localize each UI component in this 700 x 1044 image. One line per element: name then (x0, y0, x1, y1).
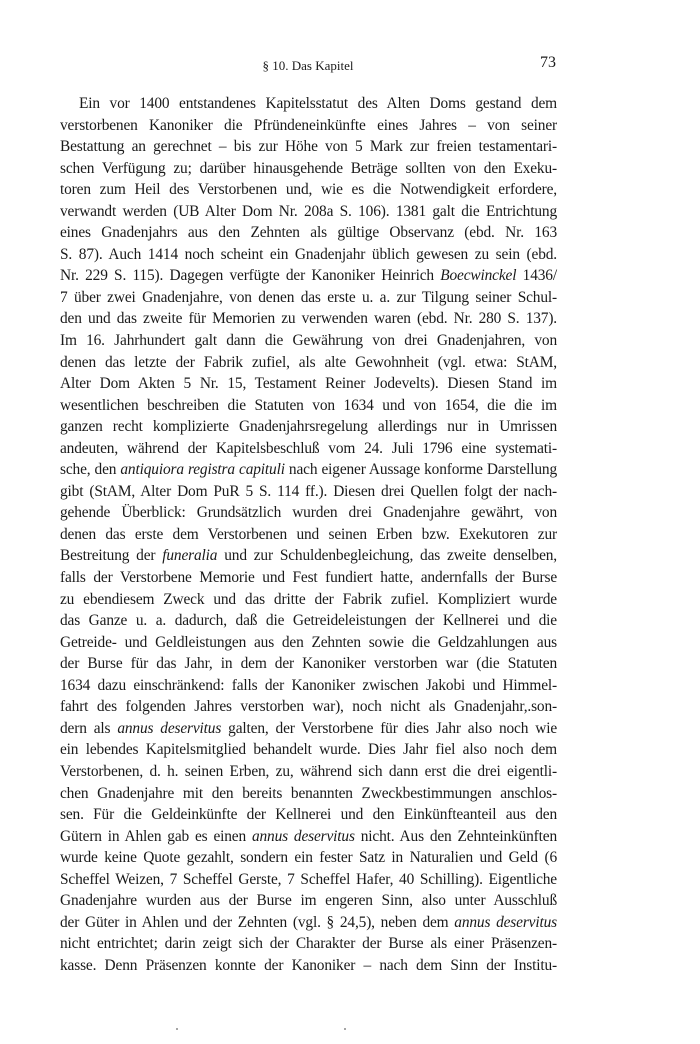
text-run: Ein vor 1400 entstandenes Kapitelsstatut des Alten Doms gestand dem (79, 95, 557, 112)
text-run: Im 16. Jahrhundert galt dann die Gewährung von drei Gnadenjahren, von (60, 332, 557, 350)
text-line (60, 222, 557, 244)
text-run: verwandt werden (UB Alter Dom Nr. 208a S. 106). 1381 galt die Entrichtung (60, 202, 557, 220)
text-run: der Burse für das Jahr, in dem der Kanoniker verstorben war (die Statuten (60, 655, 557, 673)
text-run: toren zum Heil des Verstorbenen und, wie es die Notwendigkeit erfordere, (60, 181, 557, 199)
text-line (60, 459, 557, 481)
text-run: nicht entrichtet; darin zeigt sich der Charakter der Burse als einer Präsenzen- (60, 935, 557, 953)
text-line (60, 308, 557, 330)
text-line (60, 955, 557, 977)
text-run: und zur Schuldenbegleichung, das zweite denselben, (217, 547, 557, 565)
text-run: Getreide- und Geldleistungen aus den Zehnten sowie die Geldzahlungen aus (60, 633, 557, 651)
text-run: Bestreitung der (60, 547, 163, 565)
text-run: andeuten, während der Kapitelsbeschluß vom 24. Juli 1796 eine systemati- (60, 439, 557, 457)
text-run: wurde keine Quote gezahlt, sondern ein fester Satz in Naturalien und Geld (6 (60, 849, 557, 867)
text-run: Gnadenjahre wurden aus der Burse im engeren Sinn, also unter Ausschluß (60, 892, 557, 910)
text-line (60, 696, 557, 718)
text-run: dern als (60, 719, 118, 737)
text-run: ein lebendes Kapitelsmitglied behandelt wurde. Dies Jahr fiel also noch dem (60, 741, 557, 759)
scan-speck (176, 1028, 178, 1030)
text-run: wesentlichen beschreiben die Statuten von 1634 und von 1654, die die im (60, 396, 557, 414)
text-line (60, 761, 557, 783)
text-run: sen. Für die Geldeinkünfte der Kellnerei und den Einkünfteanteil aus den (60, 806, 557, 824)
text-run: Gütern in Ahlen gab es einen (60, 827, 252, 845)
text-line (60, 653, 557, 675)
text-line (60, 265, 557, 287)
body-text (60, 93, 557, 976)
text-run: Scheffel Weizen, 7 Scheffel Gerste, 7 Scheffel Hafer, 40 Schilling). Eigentliche (60, 870, 557, 888)
text-run: ganzen recht komplizierte Gnadenjahrsregelung allerdings nur in Umrissen (60, 418, 557, 436)
text-line (60, 352, 557, 374)
text-line (60, 136, 557, 158)
text-run: gibt (StAM, Alter Dom PuR 5 S. 114 ff.). Diesen drei Quellen folgt der nach- (60, 482, 557, 500)
text-run: 1634 dazu einschränkend: falls der Kanoniker zwischen Jakobi und Himmel- (60, 676, 557, 694)
text-line (60, 675, 557, 697)
italic-term: annus deservitus (251, 827, 355, 845)
text-line (60, 330, 557, 352)
text-run: S. 87). Auch 1414 noch scheint ein Gnadenjahr üblich gewesen zu sein (ebd. (60, 245, 557, 263)
text-line (60, 179, 557, 201)
italic-term: annus deservitus (117, 719, 222, 737)
text-run: 7 über zwei Gnadenjahre, von denen das erste u. a. zur Tilgung seiner Schul- (60, 288, 557, 306)
text-run: nach eigener Aussage konforme Darstellung (284, 461, 557, 479)
text-run: Verstorbenen, d. h. seinen Erben, zu, während sich dann erst die drei eigentli- (60, 762, 557, 780)
text-line (60, 545, 557, 567)
text-run: schen Verfügung zu; darüber hinausgehende Beträge sollten von den Exeku- (60, 159, 557, 177)
text-run: den und das zweite für Memorien zu verwenden waren (ebd. Nr. 280 S. 137). (60, 310, 557, 328)
text-line (60, 739, 557, 761)
italic-term: antiquiora registra capituli (120, 461, 285, 479)
text-line (60, 395, 557, 417)
text-line (60, 201, 557, 223)
text-line (60, 869, 557, 891)
text-line (60, 933, 557, 955)
text-run: denen das erste dem Verstorbenen und seinen Erben bzw. Exekutoren zur (60, 525, 557, 543)
text-line (60, 567, 557, 589)
text-line (60, 890, 557, 912)
text-run: verstorbenen Kanoniker die Pfründeneinkünfte eines Jahres – von seiner (60, 116, 557, 134)
text-line (60, 438, 557, 460)
text-run: denen das letzte der Fabrik zufiel, als alte Gewohnheit (vgl. etwa: StAM, (60, 353, 557, 371)
text-line (60, 158, 557, 180)
running-head (60, 56, 556, 76)
text-line (60, 912, 557, 934)
running-title: § 10. Das Kapitel (262, 58, 354, 73)
text-line (60, 481, 557, 503)
text-run: kasse. Denn Präsenzen konnte der Kanoniker – nach dem Sinn der Institu- (60, 956, 557, 974)
text-run: Nr. 229 S. 115). Dagegen verfügte der Kanoniker Heinrich (60, 267, 441, 285)
text-line (60, 610, 557, 632)
text-line (60, 244, 557, 266)
text-run: das Ganze u. a. dadurch, daß die Getreideleistungen der Kellnerei und die (60, 612, 557, 630)
page-number: 73 (540, 54, 556, 71)
text-line (60, 93, 557, 115)
scan-speck (344, 1028, 346, 1030)
text-line (60, 287, 557, 309)
text-line (60, 502, 557, 524)
text-line (60, 589, 557, 611)
text-line (60, 632, 557, 654)
text-run: fahrt des folgenden Jahres verstorben war), noch nicht als Gnadenjahr,.son- (60, 698, 557, 716)
text-run: galten, der Verstorbene für dies Jahr also noch wie (221, 719, 558, 737)
text-line (60, 804, 557, 826)
text-run: Bestattung an gerechnet – bis zur Höhe von 5 Mark zur freien testamentari- (60, 138, 557, 156)
text-run: eines Gnadenjahrs aus den Zehnten als gültige Observanz (ebd. Nr. 163 (60, 224, 557, 242)
text-run: zu ebendiesem Zweck und das dritte der Fabrik zufiel. Kompliziert wurde (60, 590, 557, 608)
italic-term: Boecwinckel (440, 267, 517, 285)
text-line (60, 115, 557, 137)
text-run: Alter Dom Akten 5 Nr. 15, Testament Reiner Jodevelts). Diesen Stand im (60, 375, 557, 393)
text-line (60, 826, 557, 848)
text-run: falls der Verstorbene Memorie und Fest fundiert hatte, andernfalls der Burse (60, 569, 557, 587)
text-run: chen Gnadenjahre mit den bereits benannten Zweckbestimmungen anschlos- (60, 784, 557, 802)
text-line (60, 783, 557, 805)
text-run: gehende Überblick: Grundsätzlich wurden drei Gnadenjahre gewährt, von (60, 504, 557, 522)
text-line (60, 718, 557, 740)
text-run: sche, den (60, 461, 121, 479)
italic-term: annus deservitus (454, 913, 557, 931)
text-line (60, 847, 557, 869)
text-line (60, 524, 557, 546)
text-run: der Güter in Ahlen und der Zehnten (vgl. § 24,5), neben dem (60, 913, 455, 931)
text-run: 1436/ (516, 267, 557, 285)
text-line (60, 416, 557, 438)
italic-term: funeralia (162, 547, 218, 565)
text-line (60, 373, 557, 395)
text-run: nicht. Aus den Zehnteinkünften (354, 827, 557, 845)
